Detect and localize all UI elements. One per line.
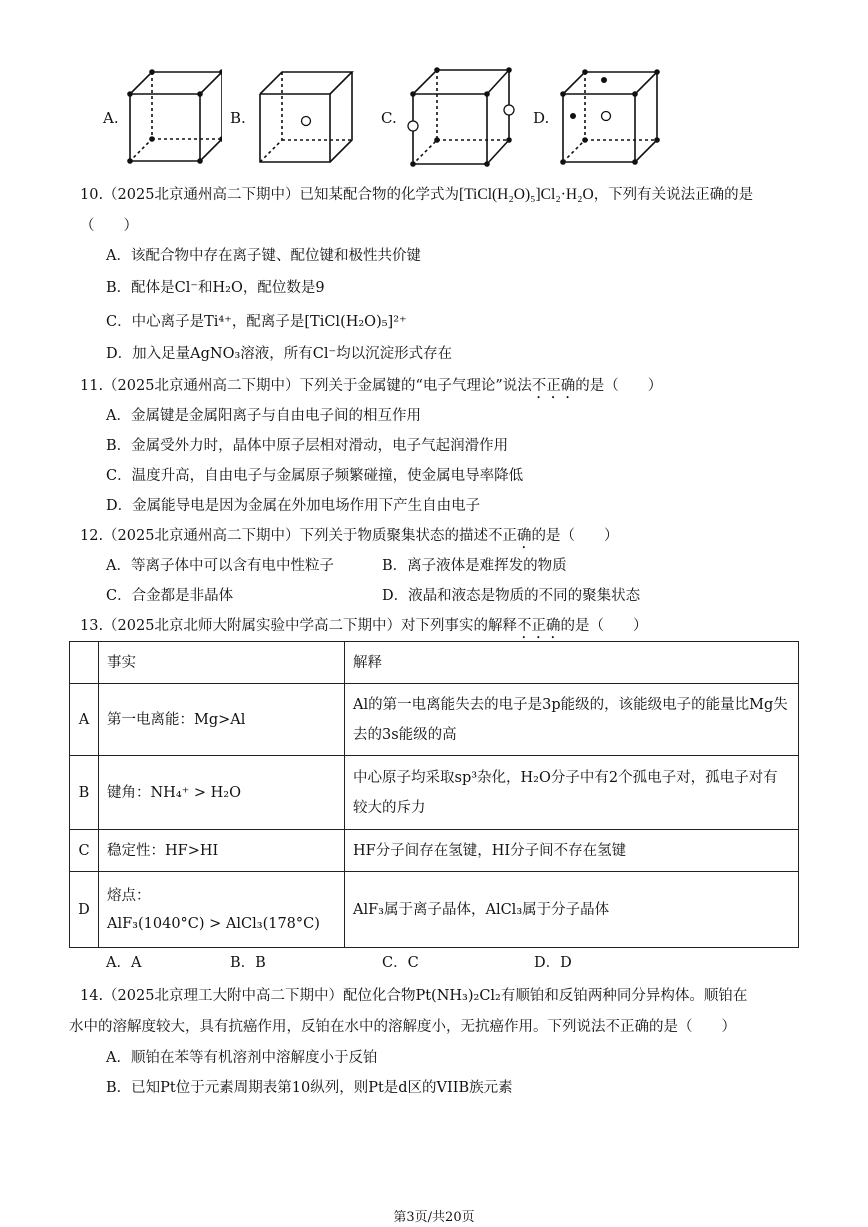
q10-option-a: A．该配合物中存在离子键、配位键和极性共价键 [106, 248, 421, 264]
q12-stem-prefix: 12.（2025北京通州高二下期中）下列关于物质聚集状态的描述 [80, 528, 488, 544]
q13-option-c: C．C [382, 955, 419, 971]
q12-option-b: B．离子液体是难挥发的物质 [382, 558, 567, 574]
table-header-fact: 事实 [99, 642, 345, 684]
row-label: B [70, 756, 99, 830]
row-label: C [70, 830, 99, 872]
q13-option-a: A．A [106, 955, 142, 971]
question-10-stem [80, 183, 753, 204]
row-fact: 第一电离能：Mg>Al [99, 684, 345, 756]
cube-c-diagram [405, 64, 517, 168]
q10-formula: [TiCl(H₂O)₅]Cl₂·H₂O [458, 186, 594, 203]
row-fact: 稳定性：HF>HI [99, 830, 345, 872]
question-14-stem-line1: 14.（2025北京理工大附中高二下期中）配位化合物Pt(NH₃)₂Cl₂有顺铂和反铂两种同分异构体。顺铂在 [80, 988, 748, 1004]
q12-emph-b: 正 [502, 528, 517, 544]
cube-d-diagram [557, 66, 661, 166]
q12-stem-suffix: 的是（ ） [531, 528, 619, 544]
q11-stem-prefix: 11.（2025北京通州高二下期中）下列关于金属键的“电子气理论”说法 [80, 378, 532, 394]
table-row [70, 756, 799, 830]
q11-emphasis: 不正确 [531, 378, 576, 394]
q11-option-d: D．金属能导电是因为金属在外加电场作用下产生自由电子 [106, 498, 481, 514]
cube-a-diagram [122, 66, 222, 166]
row-fact-formula: AlF₃(1040°C) > AlCl₃(178°C) [107, 915, 320, 932]
q10-option-b: B．配体是Cl⁻和H₂O，配位数是9 [106, 280, 325, 296]
question-14-stem-line2: 水中的溶解度较大，具有抗癌作用，反铂在水中的溶解度小，无抗癌作用。下列说法不正确的是（ ） [69, 1019, 736, 1035]
row-label: A [70, 684, 99, 756]
q14-option-b: B．已知Pt位于元素周期表第10纵列，则Pt是d区的VIIB族元素 [106, 1080, 513, 1096]
option-c-label: C. [381, 109, 397, 127]
row-explanation: 中心原子均采取sp³杂化，H₂O分子中有2个孤电子对，孤电子对有较大的斥力 [345, 756, 799, 830]
option-a-label: A. [103, 109, 119, 127]
row-explanation: Al的第一电离能失去的电子是3p能级的，该能级电子的能量比Mg失去的3s能级的高 [345, 684, 799, 756]
table-header-blank [70, 642, 99, 684]
q10-stem-suffix: ，下列有关说法正确的是 [593, 187, 754, 203]
q11-stem-suffix: 的是（ ） [575, 378, 663, 394]
q12-emph-a: 不 [487, 528, 503, 544]
row-fact [99, 872, 345, 948]
question-12-stem [80, 524, 618, 552]
table-row [70, 872, 799, 948]
q14-option-a: A．顺铂在苯等有机溶剂中溶解度小于反铂 [106, 1050, 378, 1066]
row-label: D [70, 872, 99, 948]
q13-stem-suffix: 的是（ ） [560, 618, 648, 634]
row-explanation: HF分子间存在氢键，HI分子间不存在氢键 [345, 830, 799, 872]
q13-option-b: B．B [230, 955, 266, 971]
q12-option-d: D．液晶和液态是物质的不同的聚集状态 [382, 588, 641, 604]
question-13-stem [80, 614, 647, 642]
q11-option-a: A．金属键是金属阳离子与自由电子间的相互作用 [106, 408, 421, 424]
q10-stem-prefix: 10.（2025北京通州高二下期中）已知某配合物的化学式为 [80, 187, 459, 203]
option-d-label: D. [533, 109, 550, 127]
q12-option-a: A．等离子体中可以含有电中性粒子 [106, 558, 334, 574]
q10-option-d: D．加入足量AgNO₃溶液，所有Cl⁻均以沉淀形式存在 [106, 346, 453, 362]
q13-stem-prefix: 13.（2025北京北师大附属实验中学高二下期中）对下列事实的解释 [80, 618, 517, 634]
q10-paren: （ ） [80, 218, 138, 234]
q11-option-c: C．温度升高，自由电子与金属原子频繁碰撞，使金属电导率降低 [106, 468, 524, 484]
table-row [70, 830, 799, 872]
cube-b-diagram [254, 66, 354, 166]
q13-emphasis: 不正确 [516, 618, 561, 634]
option-b-label: B. [230, 109, 246, 127]
question-11-stem [80, 374, 662, 402]
q11-option-b: B．金属受外力时，晶体中原子层相对滑动，电子气起润滑作用 [106, 438, 509, 454]
row-fact: 键角：NH₄⁺ > H₂O [99, 756, 345, 830]
row-fact-title: 熔点： [107, 887, 151, 904]
q12-emph-c: 确 [516, 528, 532, 544]
table-header-explanation: 解释 [345, 642, 799, 684]
q13-table [69, 641, 799, 948]
q13-option-d: D．D [534, 955, 572, 971]
q10-option-c: C．中心离子是Ti⁴⁺，配离子是[TiCl(H₂O)₅]²⁺ [106, 314, 407, 330]
q12-option-c: C．合金都是非晶体 [106, 588, 234, 604]
page-footer: 第3页/共20页 [393, 1210, 475, 1225]
table-row [70, 684, 799, 756]
row-explanation: AlF₃属于离子晶体，AlCl₃属于分子晶体 [345, 872, 799, 948]
table-header-row [70, 642, 799, 684]
